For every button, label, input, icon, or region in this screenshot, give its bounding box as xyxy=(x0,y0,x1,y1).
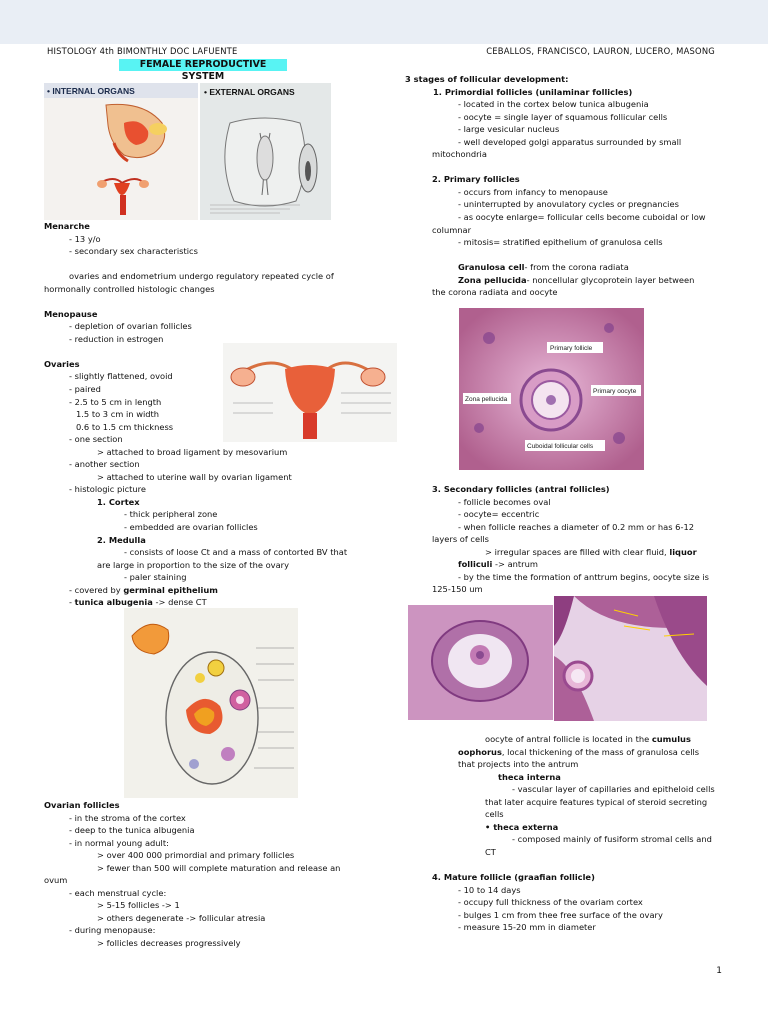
secondary-line: - oocyte= eccentric xyxy=(458,509,540,520)
right-column-cumulus xyxy=(405,733,725,934)
mature-line: - 10 to 14 days xyxy=(458,884,521,895)
page-title: FEMALE REPRODUCTIVE SYSTEM xyxy=(119,59,287,71)
ovaries-line: - histologic picture xyxy=(69,484,146,495)
ovaries-line: - one section xyxy=(69,434,123,445)
ovaries-line: - slightly flattened, ovoid xyxy=(69,371,173,382)
cumulus-line: oocyte of antral follicle is located in the cumulus xyxy=(485,734,691,744)
label-zona-pellucida: Zona pellucida xyxy=(465,396,508,403)
ovaries-heading: Ovaries xyxy=(44,358,80,369)
follicles-line: - deep to the tunica albugenia xyxy=(69,825,195,836)
cumulus-line: oophorus, local thickening of the mass of granulosa cells xyxy=(458,746,700,757)
menarche-line: - 13 y/o xyxy=(69,233,101,244)
primordial-line: - well developed golgi apparatus surrounded by small xyxy=(458,136,682,147)
secondary-line: > irregular spaces are filled with clear fluid, liquor xyxy=(485,546,697,557)
primary-line: - occurs from infancy to menopause xyxy=(458,186,608,197)
menopause-heading: Menopause xyxy=(44,308,98,319)
medulla-heading: 2. Medulla xyxy=(97,534,146,545)
ovaries-line: - paired xyxy=(69,383,101,394)
primary-heading: 2. Primary follicles xyxy=(432,174,520,185)
primary-line: - mitosis= stratified epithelium of granulosa cells xyxy=(458,237,663,248)
theca-externa-line: CT xyxy=(485,846,496,857)
follicles-line: - in normal young adult: xyxy=(69,837,169,848)
mature-line: - measure 15-20 mm in diameter xyxy=(458,922,596,933)
left-column-follicles xyxy=(44,799,364,950)
secondary-line: 125-150 um xyxy=(432,584,483,595)
menopause-line: - reduction in estrogen xyxy=(69,333,164,344)
medulla-line: are large in proportion to the size of the ovary xyxy=(97,559,289,570)
mature-heading: 4. Mature follicle (graafian follicle) xyxy=(432,871,595,882)
theca-interna-line: that later acquire features typical of steroid secreting xyxy=(485,796,708,807)
primordial-line: - large vesicular nucleus xyxy=(458,124,560,135)
cortex-heading: 1. Cortex xyxy=(97,496,140,507)
secondary-line: - follicle becomes oval xyxy=(458,496,551,507)
internal-organs-label: • INTERNAL ORGANS xyxy=(47,86,135,96)
menarche-paragraph: ovaries and endometrium undergo regulatory repeated cycle of xyxy=(69,271,334,282)
antral-follicle-micrograph xyxy=(554,596,707,721)
cortex-line: - embedded are ovarian follicles xyxy=(124,521,258,532)
primary-follicle-micrograph xyxy=(459,308,644,470)
ovaries-line: 1.5 to 3 cm in width xyxy=(76,409,160,420)
stages-heading: 3 stages of follicular development: xyxy=(405,74,569,84)
cortex-line: - thick peripheral zone xyxy=(124,509,218,520)
secondary-line: layers of cells xyxy=(432,534,490,545)
primordial-heading: 1. Primordial follicles (unilaminar follicles) xyxy=(433,86,633,97)
menarche-paragraph: hormonally controlled histologic changes xyxy=(44,283,215,294)
secondary-follicle-micrograph xyxy=(408,605,553,720)
theca-externa-line: - composed mainly of fusiform stromal cells and xyxy=(512,834,712,845)
right-column xyxy=(405,73,725,299)
ovaries-line: - another section xyxy=(69,459,140,470)
follicles-line: > fewer than 500 will complete maturation and release an xyxy=(97,862,341,873)
secondary-line: folliculi -> antrum xyxy=(458,559,538,570)
theca-externa-heading: • theca externa xyxy=(485,821,559,832)
menopause-line: - depletion of ovarian follicles xyxy=(69,321,192,332)
menarche-line: - secondary sex characteristics xyxy=(69,246,198,257)
header-right: CEBALLOS, FRANCISCO, LAURON, LUCERO, MASONG xyxy=(486,46,715,56)
secondary-line: - when follicle reaches a diameter of 0.2 mm or has 6-12 xyxy=(458,521,694,532)
medulla-line: - consists of loose Ct and a mass of contorted BV that xyxy=(124,547,348,558)
primary-line: - as oocyte enlarge= follicular cells become cuboidal or low xyxy=(458,211,706,222)
follicles-line: > 5-15 follicles -> 1 xyxy=(97,900,180,911)
follicles-line: > follicles decreases progressively xyxy=(97,938,241,949)
follicles-line: - in the stroma of the cortex xyxy=(69,812,186,823)
follicles-line: ovum xyxy=(44,875,68,886)
page-number: 1 xyxy=(716,966,722,976)
follicles-line: - during menopause: xyxy=(69,925,156,936)
granulosa-line: Granulosa cell- from the corona radiata xyxy=(458,262,629,273)
mature-line: - bulges 1 cm from thee free surface of the ovary xyxy=(458,909,663,920)
mature-line: - occupy full thickness of the ovariam cortex xyxy=(458,897,643,908)
zona-pellucida-line: Zona pellucida- noncellular glycoprotein layer between xyxy=(458,274,695,285)
follicles-line: - each menstrual cycle: xyxy=(69,887,167,898)
secondary-line: - by the time the formation of anttrum begins, oocyte size is xyxy=(458,571,709,582)
ovaries-covered-line: - covered by germinal epithelium xyxy=(69,584,218,595)
ovaries-line: > attached to uterine wall by ovarian ligament xyxy=(97,471,292,482)
top-band xyxy=(0,0,768,44)
primordial-line: - oocyte = single layer of squamous follicular cells xyxy=(458,111,668,122)
secondary-heading: 3. Secondary follicles (antral follicles) xyxy=(432,484,610,494)
theca-interna-line: cells xyxy=(485,809,504,820)
follicles-heading: Ovarian follicles xyxy=(44,800,120,810)
label-cuboidal-cells: Cuboidal follicular cells xyxy=(527,443,594,450)
primary-line: - uninterrupted by anovulatory cycles or pregnancies xyxy=(458,199,679,210)
left-column xyxy=(44,220,364,609)
theca-interna-heading: theca interna xyxy=(498,771,561,782)
ovary-diagram-figure xyxy=(124,608,298,798)
cumulus-line: that projects into the antrum xyxy=(458,759,579,770)
follicles-line: > over 400 000 primordial and primary follicles xyxy=(97,850,295,861)
ovaries-line: - 2.5 to 5 cm in length xyxy=(69,396,162,407)
primordial-line: mitochondria xyxy=(432,149,487,160)
medulla-line: - paler staining xyxy=(124,572,187,583)
external-organs-label: • EXTERNAL ORGANS xyxy=(204,87,295,97)
label-primary-oocyte: Primary oocyte xyxy=(593,388,637,395)
ovaries-line: 0.6 to 1.5 cm thickness xyxy=(76,421,174,432)
primordial-line: - located in the cortex below tunica albugenia xyxy=(458,99,649,110)
label-primary-follicle: Primary follicle xyxy=(550,345,593,352)
right-column-secondary xyxy=(405,483,725,596)
follicles-line: > others degenerate -> follicular atresia xyxy=(97,912,266,923)
primary-line: columnar xyxy=(432,224,472,235)
header-left: HISTOLOGY 4th BIMONTHLY DOC LAFUENTE xyxy=(47,46,238,56)
ovaries-line: > attached to broad ligament by mesovarium xyxy=(97,446,288,457)
zona-pellucida-line: the corona radiata and oocyte xyxy=(432,287,558,298)
ovaries-tunica-line: - tunica albugenia -> dense CT xyxy=(69,597,207,608)
internal-organs-figure xyxy=(44,83,198,220)
external-organs-figure xyxy=(200,83,331,220)
menarche-heading: Menarche xyxy=(44,221,90,231)
theca-interna-line: - vascular layer of capillaries and epitheloid cells xyxy=(512,784,715,795)
